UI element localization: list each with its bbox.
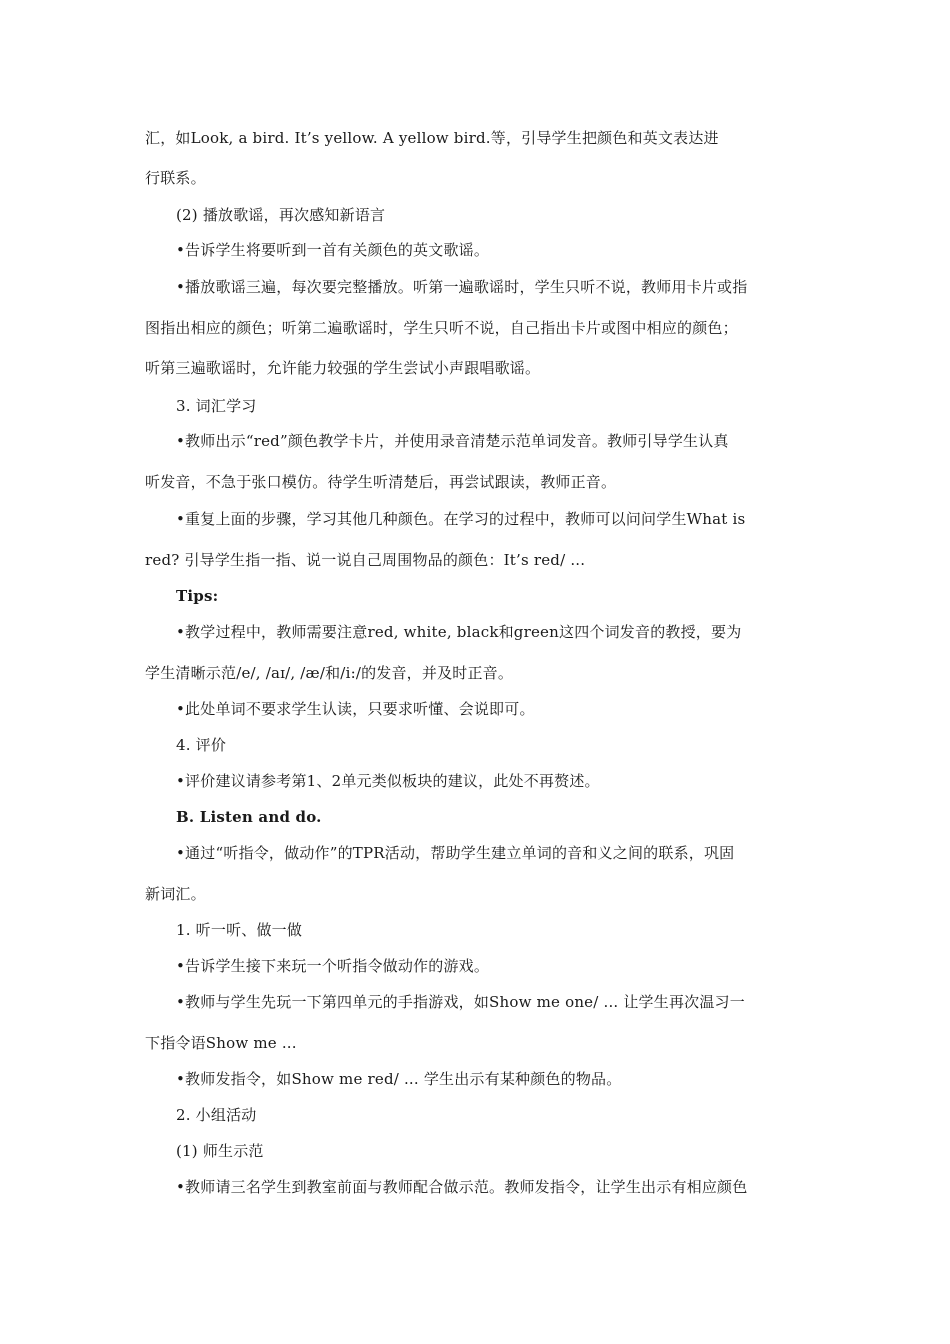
section-heading: 2. 小组活动 [176,1106,257,1124]
subheading: (1) 师生示范 [176,1142,264,1160]
paragraph-line: 图指出相应的颜色；听第二遍歌谣时，学生只听不说，自己指出卡片或图中相应的颜色； [145,319,738,337]
bullet-line: •教师发指令，如Show me red/ ... 学生出示有某种颜色的物品。 [176,1070,622,1088]
bullet-line: •教师出示“red”颜色教学卡片，并使用录音清楚示范单词发音。教师引导学生认真 [176,432,729,450]
section-heading: 4. 评价 [176,736,227,754]
tips-heading: Tips: [176,587,219,605]
bullet-line: •教师请三名学生到教室前面与教师配合做示范。教师发指令，让学生出示有相应颜色 [176,1178,748,1196]
bullet-line: •告诉学生接下来玩一个听指令做动作的游戏。 [176,957,490,975]
section-heading: 3. 词汇学习 [176,397,257,415]
bullet-line: •评价建议请参考第1、2单元类似板块的建议，此处不再赘述。 [176,772,600,790]
paragraph-line: 听发音，不急于张口模仿。待学生听清楚后，再尝试跟读，教师正音。 [145,473,617,491]
subheading: (2) 播放歌谣，再次感知新语言 [176,206,386,224]
paragraph-line: 下指令语Show me ... [145,1034,297,1052]
paragraph-line: 新词汇。 [145,885,206,903]
bullet-line: •告诉学生将要听到一首有关颜色的英文歌谣。 [176,241,490,259]
paragraph-line: 行联系。 [145,169,206,187]
bullet-line: •通过“听指令，做动作”的TPR活动，帮助学生建立单词的音和义之间的联系，巩固 [176,844,735,862]
section-heading: 1. 听一听、做一做 [176,921,303,939]
paragraph-line: 听第三遍歌谣时，允许能力较强的学生尝试小声跟唱歌谣。 [145,359,541,377]
bullet-line: •教学过程中，教师需要注意red, white, black和green这四个词发音的教授，要为 [176,623,742,641]
paragraph-line: 学生清晰示范/e/, /aɪ/, /æ/和/i:/的发音，并及时正音。 [145,664,514,682]
paragraph-line: 汇，如Look, a bird. It’s yellow. A yellow bird.等，引导学生把颜色和英文表达进 [145,129,719,147]
part-heading: B. Listen and do. [176,808,322,826]
bullet-line: •此处单词不要求学生认读，只要求听懂、会说即可。 [176,700,535,718]
bullet-line: •教师与学生先玩一下第四单元的手指游戏，如Show me one/ ... 让学生再次温习一 [176,993,745,1011]
paragraph-line: red? 引导学生指一指、说一说自己周围物品的颜色：It’s red/ ... [145,551,586,569]
bullet-line: •重复上面的步骤，学习其他几种颜色。在学习的过程中，教师可以问问学生What is [176,510,746,528]
bullet-line: •播放歌谣三遍，每次要完整播放。听第一遍歌谣时，学生只听不说，教师用卡片或指 [176,278,748,296]
